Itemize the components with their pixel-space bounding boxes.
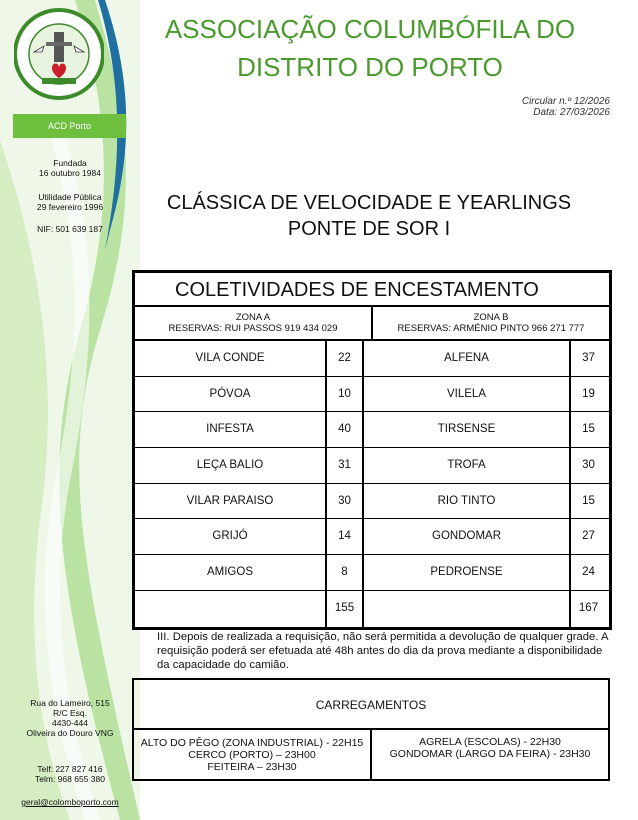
loading-left-1: ALTO DO PÊGO (ZONA INDUSTRIAL) - 22H15 (140, 737, 364, 749)
zone-a-name: ZONA A (235, 312, 271, 323)
address-line-2: R/C Esq. (52, 708, 87, 718)
zone-a-club: AMIGOS (206, 566, 253, 579)
zone-b-club: VILELA (362, 377, 569, 412)
zone-b-club: RIO TINTO (362, 484, 569, 519)
zone-header-row (135, 307, 609, 341)
table-row (135, 591, 609, 627)
zone-a-count: 40 (325, 412, 362, 447)
mobile: Telm: 968 655 380 (35, 774, 105, 784)
page-title-line-2: DISTRITO DO PORTO (237, 52, 503, 82)
address-line-1: Rua do Lameiro, 515 (30, 698, 110, 708)
zone-b-count: 15 (569, 484, 606, 519)
zone-a-club: VILAR PARAISO (186, 494, 274, 507)
utility-label: Utilidade Pública (38, 192, 102, 202)
table-row (135, 341, 609, 377)
loading-left-2: CERCO (PORTO) – 23H00 (188, 749, 316, 761)
zone-a-count: 155 (325, 591, 362, 627)
zone-a-count: 30 (325, 484, 362, 519)
zone-b-club: GONDOMAR (362, 519, 569, 554)
page-title-line-1: ASSOCIAÇÃO COLUMBÓFILA DO (164, 14, 576, 44)
loading-left-3: FEITEIRA – 23H30 (207, 761, 297, 773)
founded-date: 16 outubro 1984 (39, 168, 101, 178)
loading-right (370, 730, 608, 779)
note-text: III. Depois de realizada a requisição, não será permitida a devolução de qualquer grade. A requisição poderá ser efetuada até 48h antes do dia da prova mediante a disponibilidade da capacidade do camião. (157, 631, 608, 671)
table-row (135, 519, 609, 555)
table-title: COLETIVIDADES DE ENCESTAMENTO (135, 273, 609, 307)
zone-b-header (371, 307, 609, 339)
zone-b-count: 19 (569, 377, 606, 412)
zone-a-club: VILA CONDE (195, 352, 265, 364)
loading-left (134, 730, 370, 779)
sidebar-tag: ACD Porto (13, 114, 126, 138)
address-line-3: 4430-444 (52, 718, 88, 728)
founded-label: Fundada (53, 158, 87, 168)
table-body (135, 341, 609, 627)
zone-b-reservas: RESERVAS: ARMÉNIO PINTO 966 271 777 (397, 323, 585, 334)
zone-a-header (135, 307, 371, 339)
zone-a-count: 8 (325, 555, 362, 590)
zone-a-count: 10 (325, 377, 362, 412)
zone-a-reservas: RESERVAS: RUI PASSOS 919 434 029 (168, 323, 338, 334)
table-row (135, 448, 609, 484)
event-title: CLÁSSICA DE VELOCIDADE E YEARLINGS (166, 192, 572, 214)
zone-b-club: TIRSENSE (362, 412, 569, 447)
association-logo (14, 6, 104, 102)
zone-b-club: PEDROENSE (362, 555, 569, 590)
zone-b-count: 27 (569, 519, 606, 554)
zone-b-count: 30 (569, 448, 606, 483)
zone-b-count: 37 (569, 341, 606, 376)
circular-date: Data: 27/03/2026 (533, 107, 610, 118)
zone-b-count: 167 (569, 591, 606, 627)
loading-row (134, 730, 608, 779)
loading-right-2: GONDOMAR (LARGO DA FEIRA) - 23H30 (389, 748, 591, 760)
loading-right-1: AGRELA (ESCOLAS) - 22H30 (419, 736, 561, 748)
zone-a-club: GRIJÓ (212, 530, 248, 543)
utility-date: 29 fevereiro 1996 (36, 202, 104, 212)
zone-a-club (135, 591, 325, 627)
zone-a-count: 31 (325, 448, 362, 483)
event-subtitle: PONTE DE SOR I (287, 218, 451, 240)
loading-title: CARREGAMENTOS (134, 680, 608, 730)
zone-a-club: PÓVOA (209, 387, 251, 400)
zone-b-count: 24 (569, 555, 606, 590)
zone-a-club: LEÇA BALIO (196, 459, 264, 472)
zone-b-club: TROFA (362, 448, 569, 483)
nif: NIF: 501 639 187 (37, 224, 103, 234)
phone: Telf: 227 827 416 (37, 764, 103, 774)
table-row (135, 555, 609, 591)
loading-table (132, 678, 610, 781)
zone-a-count: 22 (325, 341, 362, 376)
zone-b-count: 15 (569, 412, 606, 447)
zone-b-club: ALFENA (362, 341, 569, 376)
email-link[interactable]: geral@colomboporto.com (21, 797, 119, 807)
address-line-4: Oliveira do Douro VNG (26, 728, 114, 738)
zone-b-club (362, 591, 569, 627)
zone-b-name: ZONA B (473, 312, 509, 323)
table-row (135, 377, 609, 413)
table-row (135, 412, 609, 448)
circular-number: Circular n.º 12/2026 (521, 96, 610, 107)
basketing-table (132, 270, 612, 630)
zone-a-count: 14 (325, 519, 362, 554)
zone-a-club: INFESTA (206, 423, 254, 436)
table-row (135, 484, 609, 520)
